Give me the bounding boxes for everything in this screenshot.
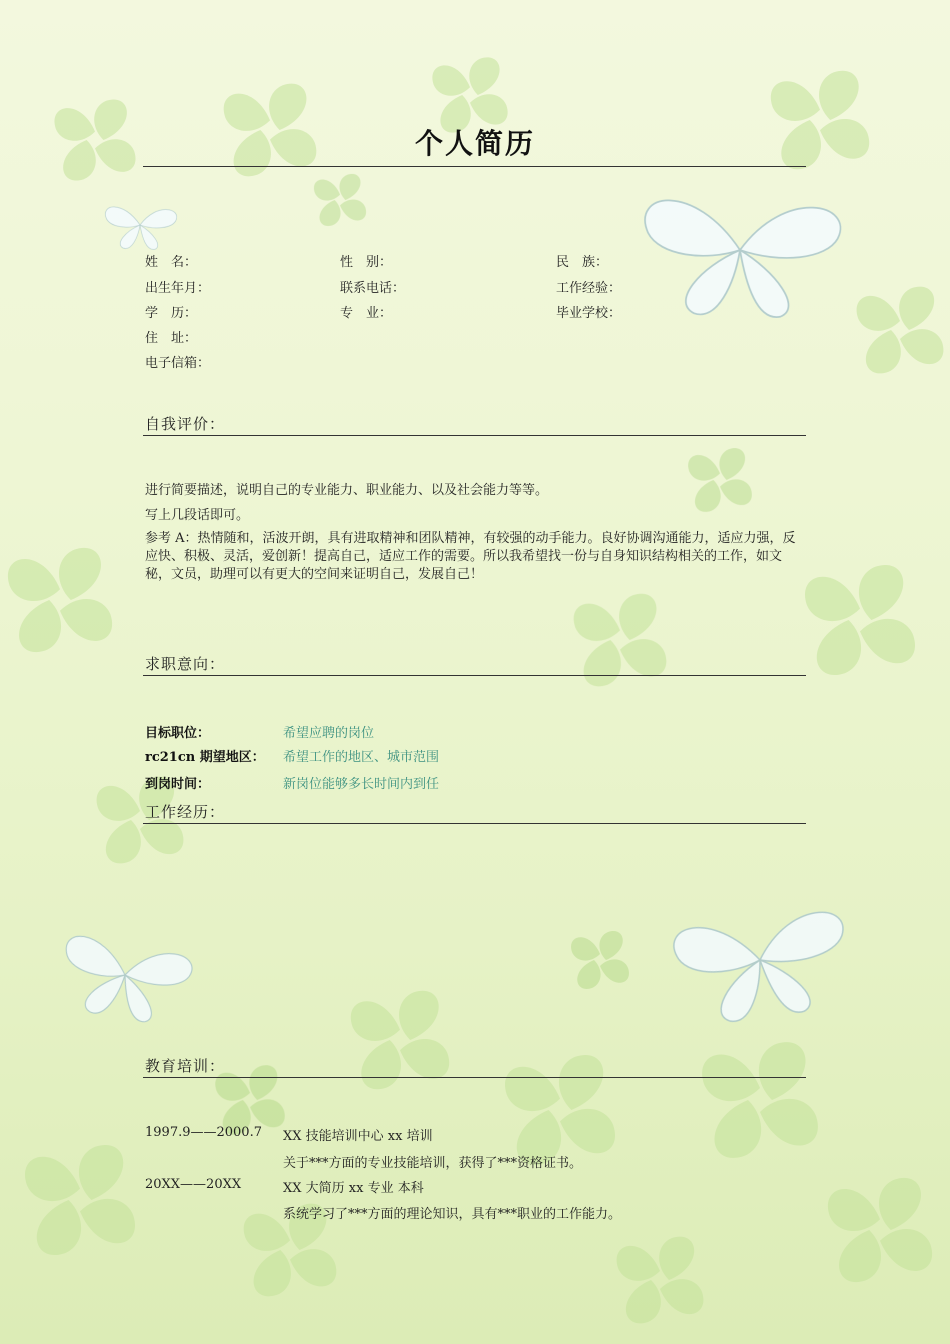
gender-field: 性 别： [340,255,393,270]
major-field: 专 业： [340,306,393,321]
education-divider [143,1077,806,1078]
education-period: 20XX——20XX [145,1177,242,1192]
job-intention-heading: 求职意向： [145,655,226,673]
job-intention-divider [143,675,806,676]
work-history-heading: 工作经历： [145,803,226,821]
start-time-label: 到岗时间： [145,777,211,792]
experience-field: 工作经验： [556,281,622,296]
self-evaluation-heading: 自我评价： [145,415,226,433]
education-description: 关于***方面的专业技能培训，获得了***资格证书。 [283,1156,583,1171]
ethnicity-field: 民 族： [556,255,609,270]
education-description: 系统学习了***方面的理论知识，具有***职业的工作能力。 [283,1207,622,1222]
education-field: 学 历： [145,306,198,321]
education-period: 1997.9——2000.7 [145,1125,262,1140]
education-heading: 教育培训： [145,1057,226,1075]
birth-field: 出生年月： [145,281,211,296]
expected-area-label: rc21cn 期望地区： [145,750,265,765]
start-time-value: 新岗位能够多长时间内到任 [283,777,440,792]
education-title: XX 技能培训中心 xx 培训 [283,1129,433,1144]
page-title: 个人简历 [414,127,535,160]
name-field: 姓 名： [145,255,198,270]
education-title: XX 大简历 xx 专业 本科 [283,1181,424,1196]
email-field: 电子信箱： [145,356,211,371]
expected-area-value: 希望工作的地区、城市范围 [283,750,440,765]
school-field: 毕业学校： [556,306,622,321]
self-evaluation-line2: 写上几段话即可。 [145,508,250,523]
work-history-divider [143,823,806,824]
target-position-value: 希望应聘的岗位 [283,726,375,741]
phone-field: 联系电话： [340,281,406,296]
title-divider [143,166,806,167]
self-evaluation-reference: 参考 A：热情随和，活波开朗，具有进取精神和团队精神，有较强的动手能力。良好协调沟通能力，适应力强，反应快、积极、灵活，爱创新！提高自己，适应工作的需要。所以我希望找一份与自身知识结构相关的工作，如文秘，文员，助理可以有更大的空间来证明自己，发展自己！ [145,531,796,582]
self-evaluation-divider [143,435,806,436]
self-evaluation-line1: 进行简要描述，说明自己的专业能力、职业能力、以及社会能力等等。 [145,483,549,498]
address-field: 住 址： [145,331,198,346]
target-position-label: 目标职位： [145,726,211,741]
